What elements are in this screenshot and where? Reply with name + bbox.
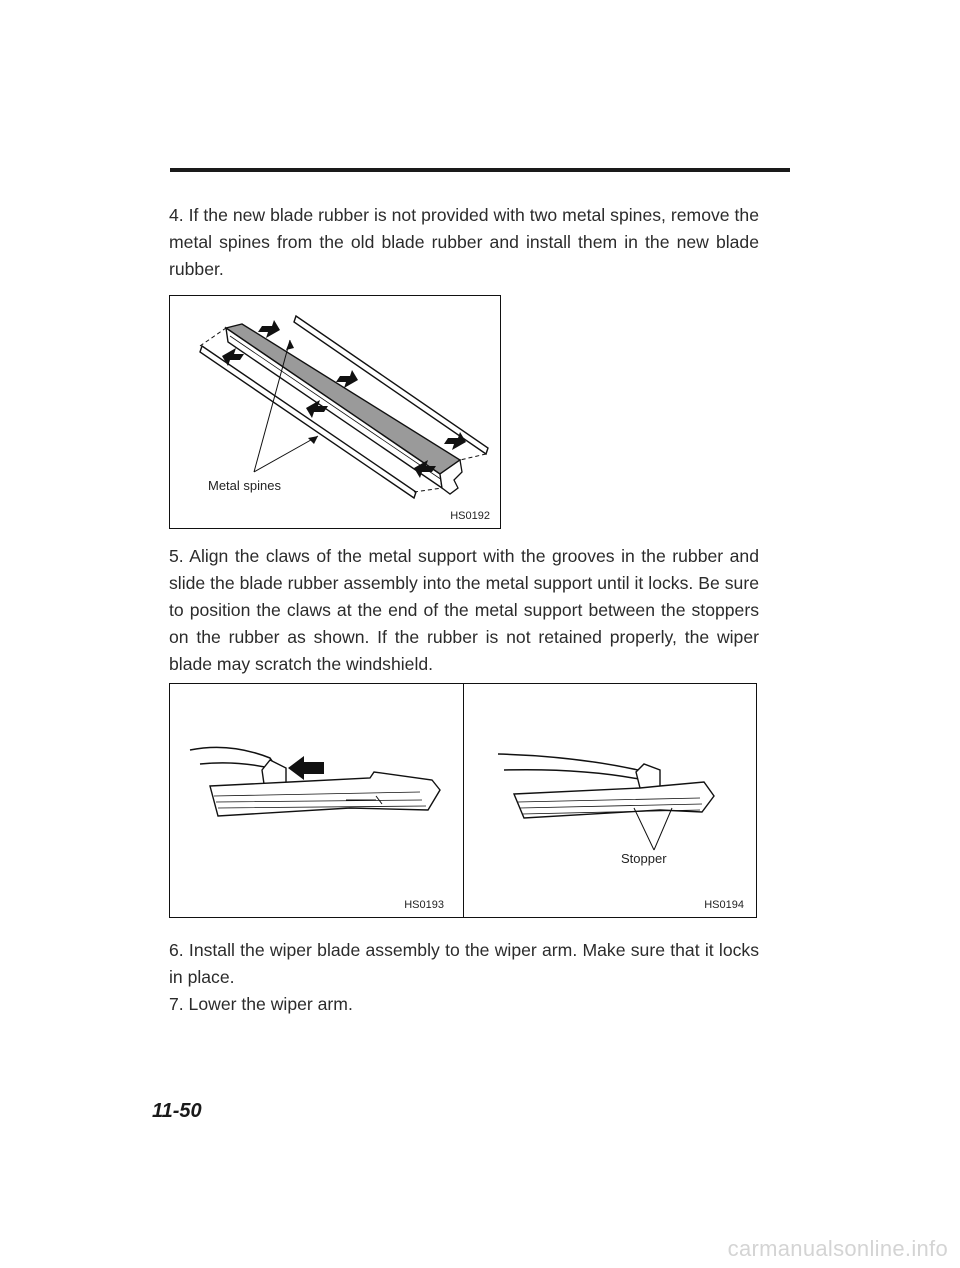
figure-slide-blade (169, 683, 465, 918)
step-7-text: 7. Lower the wiper arm. (169, 994, 353, 1014)
page-number: 11-50 (152, 1100, 202, 1122)
stopper-label: Stopper (621, 851, 667, 866)
metal-spines-label: Metal spines (208, 478, 281, 493)
figure-stopper (463, 683, 757, 918)
figure-code-hs0193: HS0193 (404, 899, 444, 911)
header-rule (170, 168, 790, 172)
stopper-illustration (464, 684, 758, 919)
slide-blade-illustration (170, 684, 466, 919)
figure-code-hs0194: HS0194 (704, 899, 744, 911)
step-4-text: 4. If the new blade rubber is not provided with two metal spines, remove the metal spines from the old blade rubber and install them in the new blade rubber. (169, 205, 759, 279)
figure-code-hs0192: HS0192 (450, 510, 490, 522)
watermark: carmanualsonline.info (727, 1236, 948, 1261)
step-6-text: 6. Install the wiper blade assembly to the wiper arm. Make sure that it locks in place. (169, 940, 759, 987)
metal-spines-illustration (170, 296, 502, 530)
figure-metal-spines (169, 295, 501, 529)
step-5-text: 5. Align the claws of the metal support with the grooves in the rubber and slide the blade rubber assembly into the metal support until it locks. Be sure to position the claws at the end of the metal support between the stoppers on the rubber as shown. If the rubber is not retained properly, the wiper blade may scratch the windshield. (169, 546, 759, 674)
